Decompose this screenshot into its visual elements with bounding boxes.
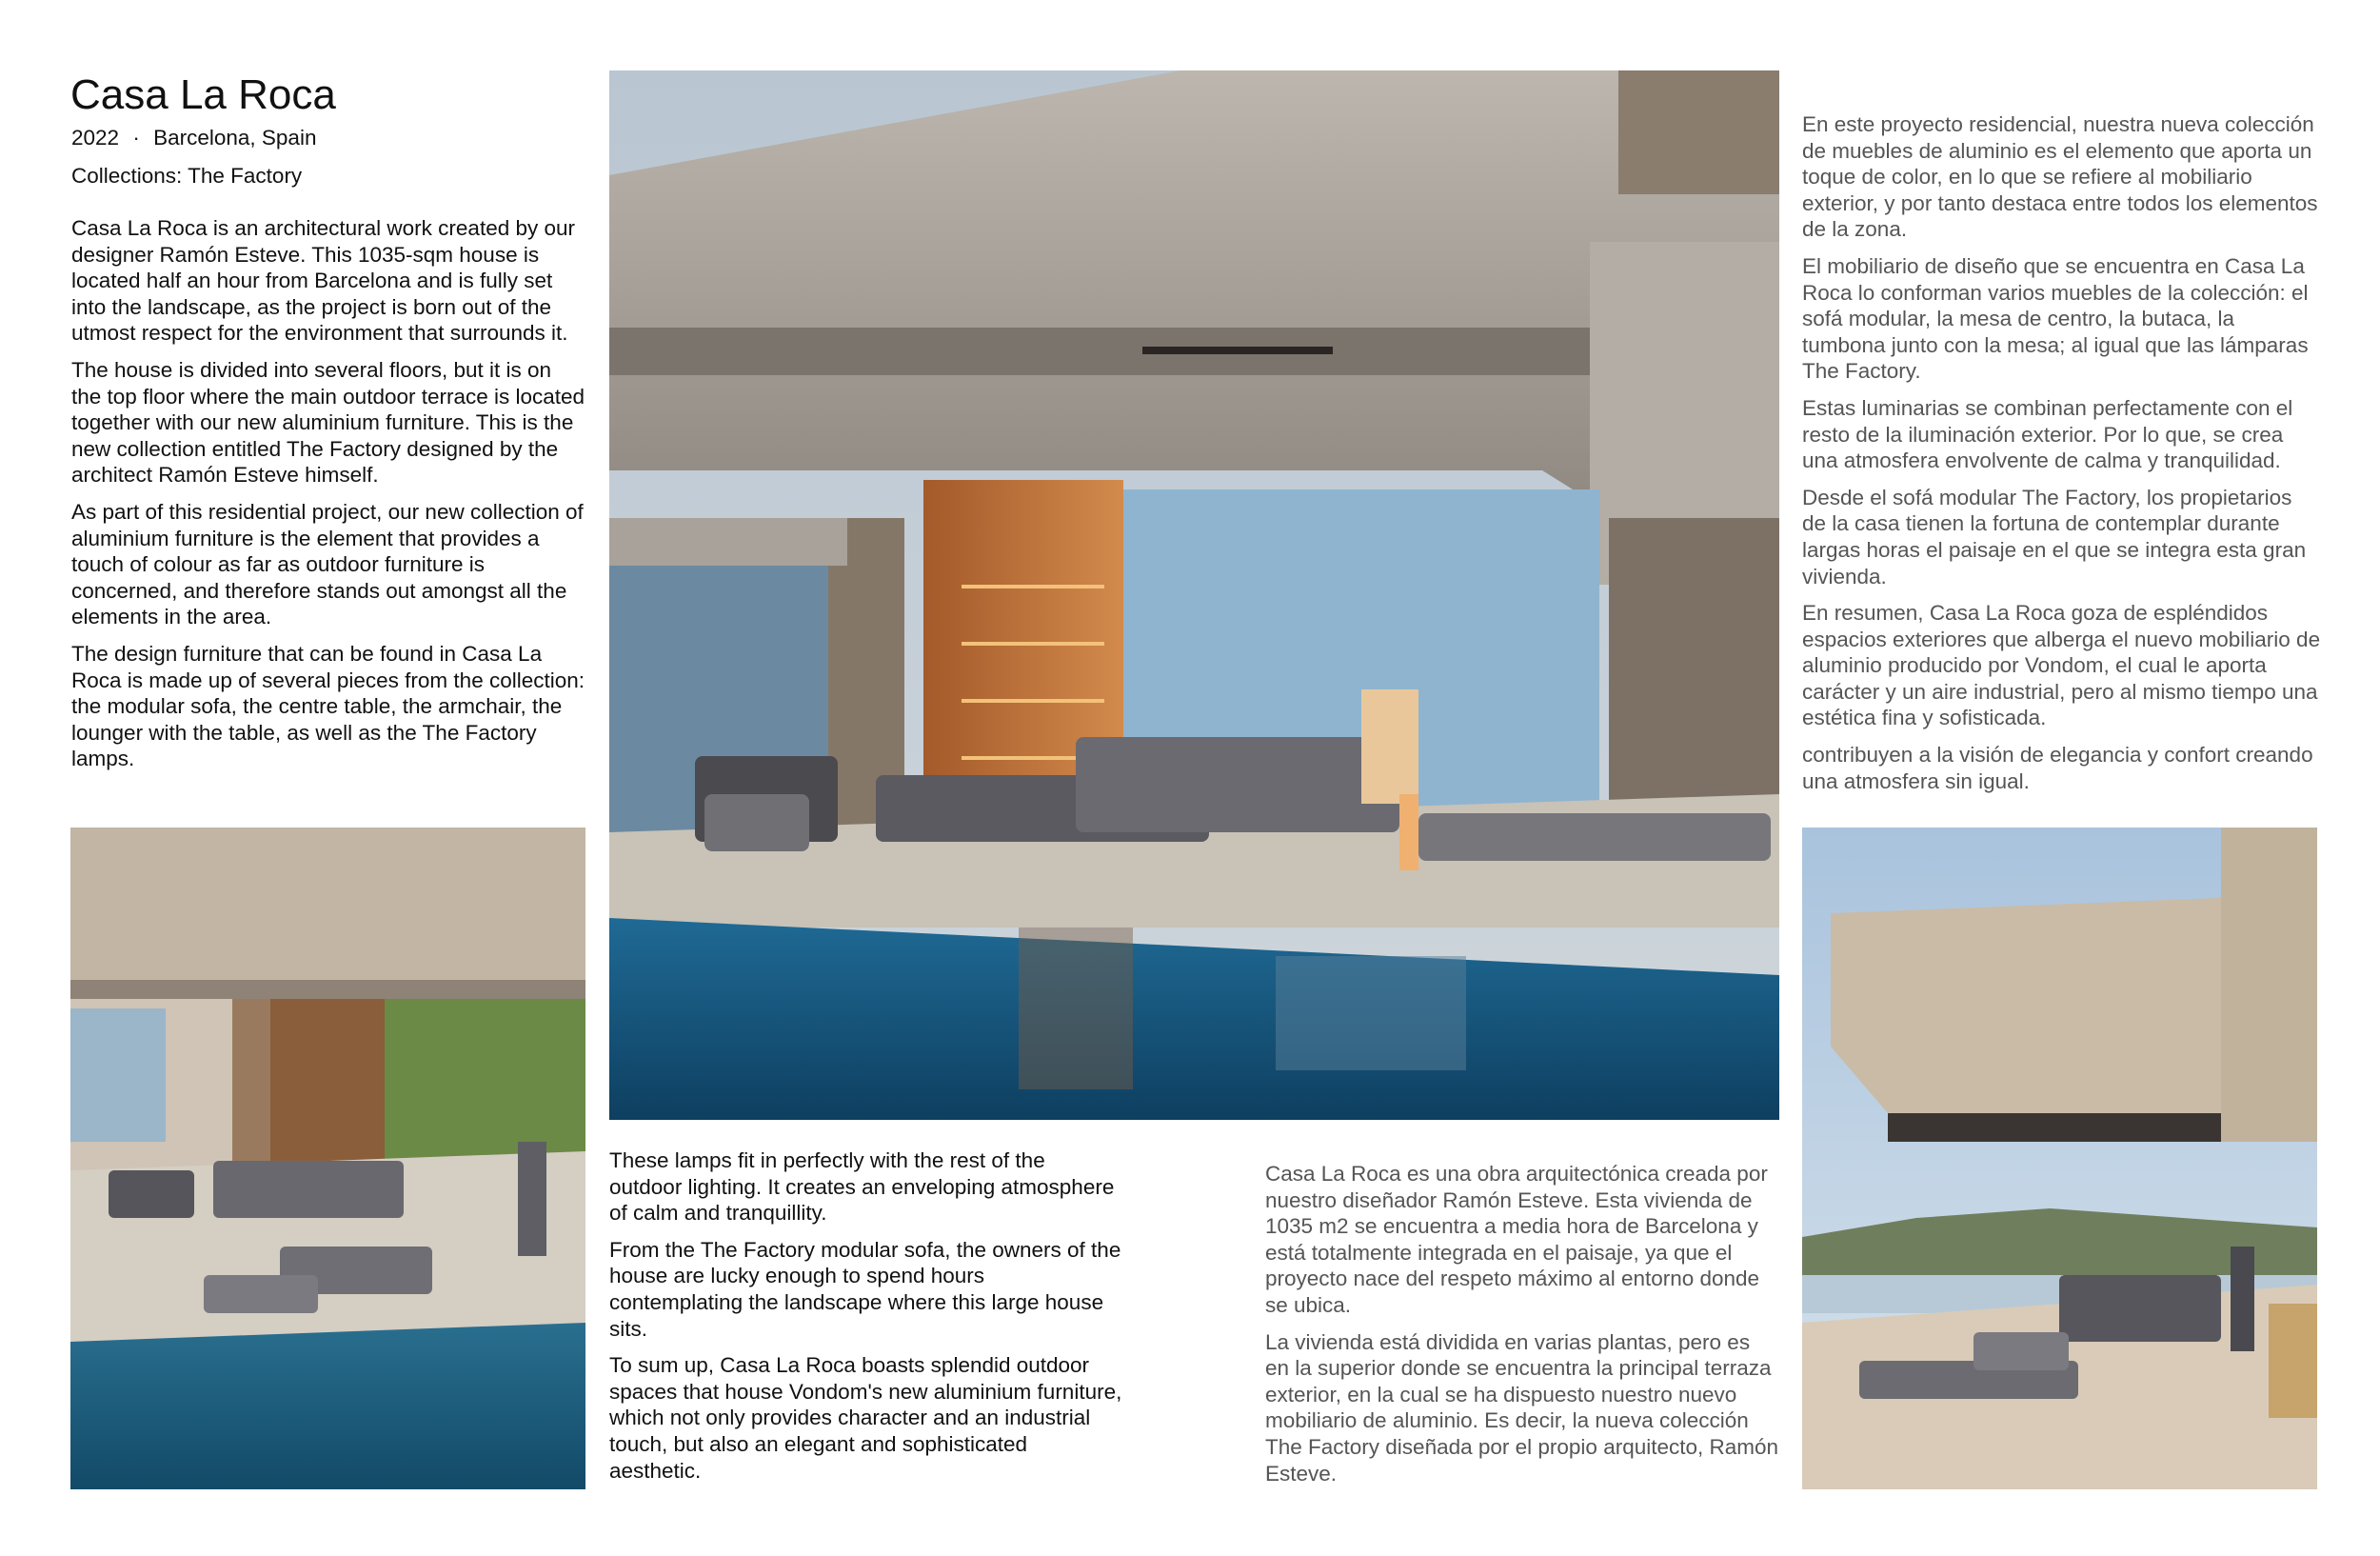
english-continued-column — [609, 1147, 1123, 1494]
paragraph: El mobiliario de diseño que se encuentra en Casa La Roca lo conforman varios muebles de la colección: el sofá modular, la mesa de centro, la butaca, la tumbona junto con la mesa; al igual que las lámparas The Factory. — [1802, 253, 2309, 384]
paragraph: From the The Factory modular sofa, the owners of the house are lucky enough to spend hours contemplating the landscape where this large house sits. — [609, 1237, 1121, 1341]
paragraph: Desde el sofá modular The Factory, los propietarios de la casa tienen la fortuna de contemplar durante largas horas el paisaje en el que se integra esta gran vivienda. — [1802, 485, 2307, 588]
paragraph: En este proyecto residencial, nuestra nueva colección de muebles de aluminio es el elemento que aporta un toque de color, en lo que se refiere al mobiliario exterior, y por tanto destaca entre todos los elementos de la zona. — [1802, 112, 2318, 242]
paragraph: As part of this residential project, our new collection of aluminium furniture is the element that provides a touch of colour as far as outdoor furniture is concerned, and therefore stands out amongst all the elements in the area. — [71, 499, 584, 629]
roof-terrace-photo — [1802, 828, 2317, 1489]
project-collections: Collections: The Factory — [71, 164, 303, 188]
page-title: Casa La Roca — [70, 71, 336, 118]
english-intro-column — [71, 215, 585, 783]
project-location: Barcelona, Spain — [153, 126, 317, 150]
paragraph: En resumen, Casa La Roca goza de espléndidos espacios exteriores que alberga el nuevo mobiliario de aluminio producido por Vondom, el cual le aporta carácter y un aire industrial, pero al mismo tiempo una estética fina y sofisticada. — [1802, 601, 2321, 730]
main-terrace-photo — [609, 70, 1779, 1120]
project-meta — [71, 124, 316, 152]
paragraph: To sum up, Casa La Roca boasts splendid outdoor spaces that house Vondom's new aluminium furniture, which not only provides character and an industrial touch, but also an elegant and sophisticated aesthetic. — [609, 1353, 1122, 1483]
spanish-intro-column — [1265, 1161, 1779, 1497]
paragraph: Estas luminarias se combinan perfectamente con el resto de la iluminación exterior. Por lo que, se crea una atmosfera envolvente de calma y tranquilidad. — [1802, 395, 2293, 473]
paragraph: La vivienda está dividida en varias plantas, pero es en la superior donde se encuentra la principal terraza exterior, en la cual se ha dispuesto nuestro nuevo mobiliario de aluminio. Es decir, la nueva colección The Factory diseñada por el propio arquitecto, Ramón Esteve. — [1265, 1329, 1779, 1486]
paragraph: The design furniture that can be found in Casa La Roca is made up of several pieces from the collection: the modular sofa, the centre table, the armchair, the lounger with the table, as well as the The Factory lamps. — [71, 641, 585, 771]
paragraph: Casa La Roca es una obra arquitectónica creada por nuestro diseñador Ramón Esteve. Esta vivienda de 1035 m2 se encuentra a media hora de Barcelona y está totalmente integrada en el paisaje, ya que el proyecto nace del respeto máximo al entorno donde se ubica. — [1265, 1162, 1768, 1317]
spanish-continued-column — [1802, 111, 2321, 805]
paragraph: Casa La Roca is an architectural work created by our designer Ramón Esteve. This 1035-sqm house is located half an hour from Barcelona and is fully set into the landscape, as the project is born out of the utmost respect for the environment that surrounds it. — [71, 216, 576, 346]
pool-terrace-photo — [70, 828, 585, 1489]
project-year: 2022 — [71, 126, 120, 150]
meta-separator: · — [132, 126, 140, 150]
paragraph: These lamps fit in perfectly with the rest of the outdoor lighting. It creates an enveloping atmosphere of calm and tranquillity. — [609, 1148, 1115, 1226]
paragraph: contribuyen a la visión de elegancia y confort creando una atmosfera sin igual. — [1802, 743, 2313, 793]
paragraph: The house is divided into several floors, but it is on the top floor where the main outdoor terrace is located together with our new aluminium furniture. This is the new collection entitled The Factory designed by the architect Ramón Esteve himself. — [71, 357, 585, 488]
